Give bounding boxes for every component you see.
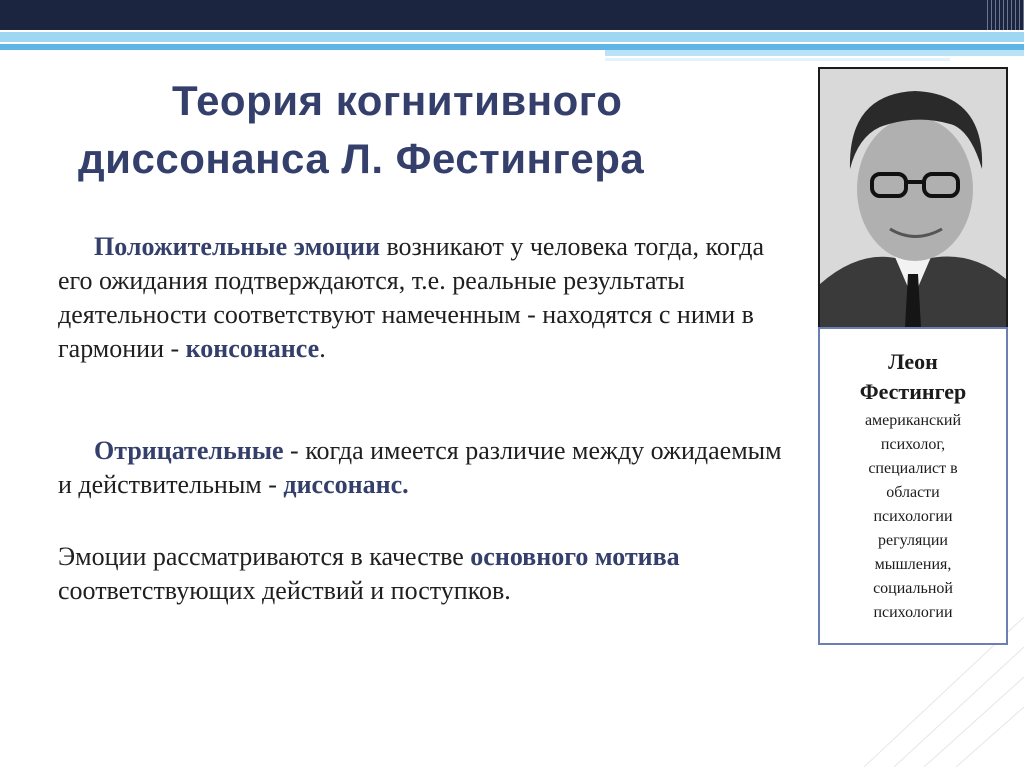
caption-desc-line: психологии [873,604,953,621]
highlight-negative: Отрицательные [94,436,284,465]
highlight-positive-emotions: Положительные эмоции [94,232,380,261]
paragraph1-text: возникают у человека тогда, когда его ожидания подтверждаются, т.е. реальные результаты деятельности соответствуют намеченным - находятся с ними в гармонии - [58,232,764,363]
paragraph2-text: - когда имеется различие между ожидаемым и действительным - [58,436,782,499]
accent-band-thin [605,58,950,61]
top-bar [0,0,1024,30]
accent-band-short [605,50,1024,56]
paragraph3-text1: Эмоции рассматриваются в качестве [58,542,471,571]
top-bar-stripes [984,0,1024,30]
caption-desc-line: американский [864,412,962,429]
title-line-1: Теория когнитивного [172,77,623,124]
portrait-photo [818,67,1008,329]
slide-title [78,72,778,188]
paragraph-negative-emotions [58,434,798,502]
highlight-dissonance: диссонанс. [283,470,409,499]
title-line-2: диссонанса Л. Фестингера [78,135,645,182]
paragraph-motive [58,540,798,608]
caption-desc-line: психологии [873,508,953,525]
paragraph-positive-emotions [58,230,798,366]
caption-desc-line: области [886,484,940,501]
paragraph3-text2: соответствующих действий и поступков. [58,576,511,605]
paragraph1-end: . [319,334,326,363]
caption-name-line1: Леон [888,349,938,374]
portrait-caption [818,327,1008,645]
caption-name-line2: Фестингер [859,379,967,404]
caption-desc-line: регуляции [878,532,948,549]
caption-desc-line: психолог, [880,436,946,453]
accent-band-light [0,32,1024,42]
portrait-illustration [820,69,1006,327]
caption-desc-line: мышления, [874,556,952,573]
caption-desc-line: социальной [873,580,953,597]
caption-description [820,409,1006,625]
highlight-main-motive: основного мотива [470,542,680,571]
highlight-consonance: консонансе [185,334,320,363]
caption-desc-line: специалист в [868,460,958,477]
